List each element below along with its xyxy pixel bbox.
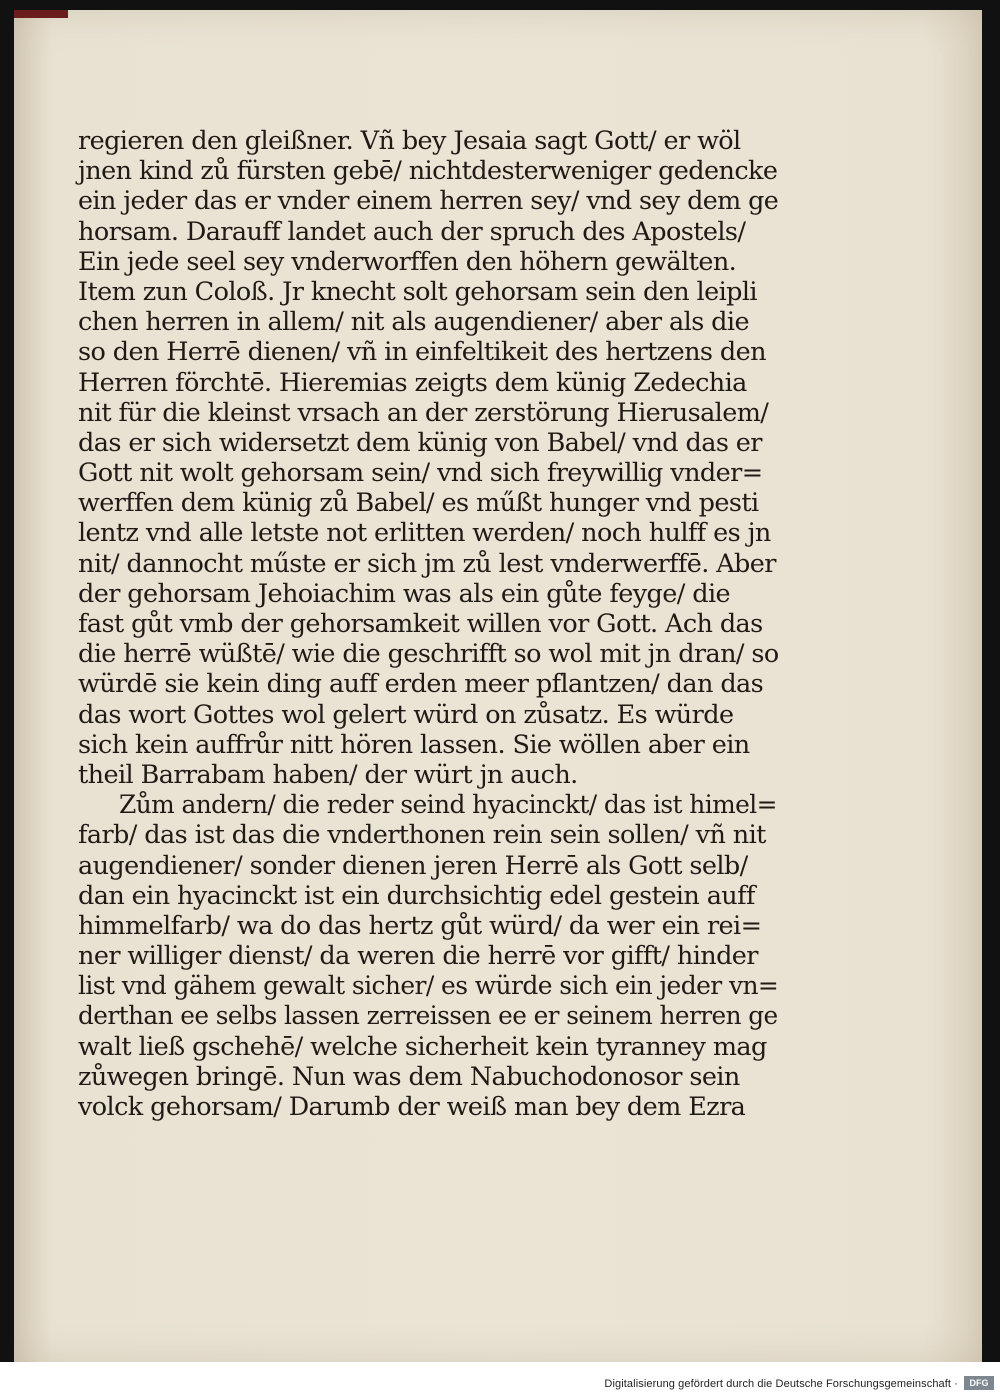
text-line: das wort Gottes wol gelert würd on zůsatz. Es würde bbox=[78, 699, 734, 730]
page-text-block bbox=[78, 126, 778, 1122]
text-line: regieren den gleißner. Vñ bey Jesaia sagt Gott/ er wöl bbox=[78, 126, 741, 156]
text-line: sich kein auffrůr nitt hören lassen. Sie wöllen aber ein bbox=[78, 729, 750, 760]
text-line: Item zun Coloß. Jr knecht solt gehorsam sein den leipli bbox=[78, 276, 757, 307]
dfg-logo: DFG bbox=[964, 1376, 994, 1390]
text-line: chen herren in allem/ nit als augendiener/ aber als die bbox=[78, 307, 749, 338]
text-line: augendiener/ sonder dienen jeren Herrē als Gott selb/ bbox=[78, 850, 748, 881]
page-corner-mark bbox=[14, 10, 68, 18]
text-line: list vnd gähem gewalt sicher/ es würde sich ein jeder vn= bbox=[78, 971, 779, 1002]
text-line: nit für die kleinst vrsach an der zerstörung Hierusalem/ bbox=[78, 397, 769, 428]
text-line: zůwegen bringē. Nun was dem Nabuchodonosor sein bbox=[78, 1061, 740, 1092]
text-line: Gott nit wolt gehorsam sein/ vnd sich freywillig vnder= bbox=[78, 458, 763, 489]
text-line: farb/ das ist das die vnderthonen rein sein sollen/ vñ nit bbox=[78, 820, 766, 851]
text-line: walt ließ gschehē/ welche sicherheit kein tyranney mag bbox=[78, 1031, 767, 1062]
text-line: volck gehorsam/ Darumb der weiß man bey dem Ezra bbox=[78, 1092, 746, 1122]
text-line: die herrē wüßtē/ wie die geschrifft so wol mit jn dran/ so bbox=[78, 639, 779, 670]
text-line: das er sich widersetzt dem künig von Babel/ vnd das er bbox=[78, 427, 762, 458]
text-line: würdē sie kein ding auff erden meer pflantzen/ dan das bbox=[78, 669, 764, 700]
text-line: nit/ dannocht műste er sich jm zů lest vnderwerffē. Aber bbox=[78, 548, 776, 579]
text-line: fast gůt vmb der gehorsamkeit willen vor Gott. Ach das bbox=[78, 609, 763, 639]
text-line: Herren förchtē. Hieremias zeigts dem künig Zedechia bbox=[78, 367, 747, 398]
book-page bbox=[14, 10, 982, 1362]
text-line: ner williger dienst/ da weren die herrē vor gifft/ hinder bbox=[78, 941, 758, 972]
text-line: werffen dem künig zů Babel/ es műßt hunger vnd pesti bbox=[78, 488, 759, 519]
text-line: derthan ee selbs lassen zerreissen ee er seinem herren ge bbox=[78, 1001, 778, 1032]
text-line: horsam. Darauff landet auch der spruch des Apostels/ bbox=[78, 216, 746, 247]
text-line: himmelfarb/ wa do das hertz gůt würd/ da wer ein rei= bbox=[78, 910, 762, 941]
text-line: dan ein hyacinckt ist ein durchsichtig edel gestein auff bbox=[78, 880, 755, 911]
text-line: lentz vnd alle letste not erlitten werden/ noch hulff es jn bbox=[78, 518, 771, 549]
digitization-footer bbox=[0, 1362, 1000, 1395]
text-line: jnen kind zů fürsten gebē/ nichtdesterweniger gedencke bbox=[78, 156, 778, 187]
footer-credit-text: Digitalisierung gefördert durch die Deutsche Forschungsgemeinschaft · bbox=[604, 1378, 958, 1390]
text-line: der gehorsam Jehoiachim was als ein gůte feyge/ die bbox=[78, 578, 731, 609]
text-line: Zům andern/ die reder seind hyacinckt/ das ist himel= bbox=[118, 790, 777, 821]
text-line: ein jeder das er vnder einem herren sey/ vnd sey dem ge bbox=[78, 186, 779, 217]
text-line: Ein jede seel sey vnderworffen den höhern gewälten. bbox=[78, 246, 737, 277]
text-line: so den Herrē dienen/ vñ in einfeltikeit des hertzens den bbox=[78, 337, 766, 368]
text-line: theil Barrabam haben/ der würt jn auch. bbox=[78, 759, 578, 790]
